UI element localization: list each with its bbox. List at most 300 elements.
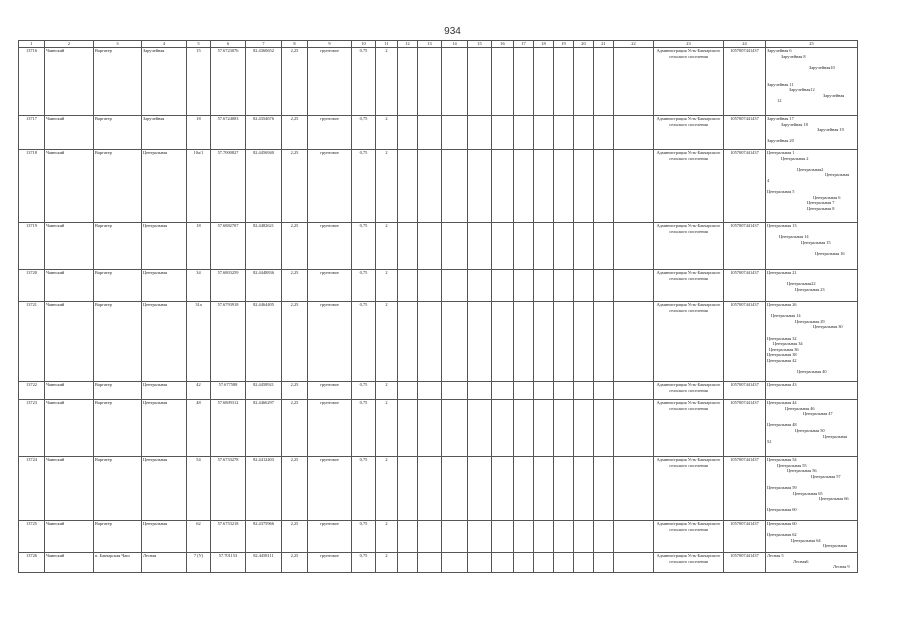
column-number-header: 9 <box>308 41 352 48</box>
cell-empty <box>574 553 594 573</box>
cell-empty <box>614 150 654 223</box>
cell-empty <box>614 553 654 573</box>
cell-lon: 82.4466297 <box>246 400 282 457</box>
cell-house: 18 <box>187 223 211 270</box>
cell-empty <box>614 457 654 521</box>
cell-empty <box>554 223 574 270</box>
served-address-line: Заручейная 6 <box>767 48 792 53</box>
column-number-header: 2 <box>45 41 94 48</box>
cell-volume: 0,75 <box>352 400 376 457</box>
served-address-line: Центральная 56 <box>787 468 817 474</box>
table-row <box>19 48 858 116</box>
cell-served-addresses <box>766 382 858 400</box>
served-address-line: Центральная <box>825 172 850 178</box>
served-address-line: Центральная 14 <box>779 234 809 240</box>
cell-empty <box>492 400 514 457</box>
column-number-header: 13 <box>418 41 442 48</box>
cell-empty <box>514 270 534 302</box>
cell-empty <box>574 150 594 223</box>
cell-house: 62 <box>187 521 211 553</box>
cell-area: 2,25 <box>282 302 308 382</box>
served-address-line: Центральная 2 <box>781 155 809 161</box>
cell-empty <box>468 400 492 457</box>
cell-empty <box>442 223 468 270</box>
served-address-line: Центральная 65 <box>793 490 823 496</box>
cell-lon: 82.4354676 <box>246 116 282 150</box>
cell-empty <box>534 400 554 457</box>
cell-empty <box>492 116 514 150</box>
table-row <box>19 270 858 302</box>
cell-house: 7 (У) <box>187 553 211 573</box>
cell-ogrn: 1057007441437 <box>724 270 766 302</box>
table-row <box>19 116 858 150</box>
cell-count: 2 <box>376 150 398 223</box>
cell-district: Чаинский <box>45 553 94 573</box>
cell-empty <box>442 270 468 302</box>
cell-count: 2 <box>376 457 398 521</box>
cell-count: 2 <box>376 270 398 302</box>
cell-empty <box>594 302 614 382</box>
cell-volume: 0,75 <box>352 521 376 553</box>
cell-empty <box>574 521 594 553</box>
served-address-line: Центральная 23 <box>795 286 825 292</box>
cell-empty <box>534 150 554 223</box>
cell-area: 2,25 <box>282 48 308 116</box>
cell-empty <box>418 553 442 573</box>
table-row <box>19 553 858 573</box>
cell-volume: 0,75 <box>352 48 376 116</box>
cell-surface: грунтовое <box>308 382 352 400</box>
served-address-line: 12 <box>777 98 782 104</box>
cell-empty <box>468 48 492 116</box>
cell-lon: 82.4458921 <box>246 382 282 400</box>
cell-settlement: Варгатер <box>94 116 142 150</box>
cell-ogrn: 1057007441437 <box>724 400 766 457</box>
cell-empty <box>614 223 654 270</box>
served-address-line: Центральная 1 <box>767 150 795 155</box>
cell-empty <box>492 150 514 223</box>
served-address-line: Центральная 30 <box>813 324 843 330</box>
cell-empty <box>492 521 514 553</box>
served-address-line: Центральная 36 <box>769 346 799 352</box>
cell-street: Центральная <box>142 223 187 270</box>
column-number-header: 23 <box>654 41 724 48</box>
cell-empty <box>514 150 534 223</box>
cell-served-addresses <box>766 150 858 223</box>
served-address-line: Лесная6 <box>793 558 809 564</box>
cell-empty <box>574 400 594 457</box>
column-number-header: 19 <box>554 41 574 48</box>
cell-empty <box>418 457 442 521</box>
served-address-line: Центральная 34 <box>773 341 803 347</box>
cell-served-addresses <box>766 400 858 457</box>
cell-empty <box>534 116 554 150</box>
column-number-header: 4 <box>142 41 187 48</box>
served-address-line: Центральная 44 <box>767 400 797 405</box>
cell-empty <box>534 270 554 302</box>
column-number-header: 14 <box>442 41 468 48</box>
cell-area: 2,25 <box>282 223 308 270</box>
column-number-header: 20 <box>574 41 594 48</box>
column-number-header: 12 <box>398 41 418 48</box>
served-address-line: Центральная 38 <box>767 352 797 358</box>
cell-empty <box>418 223 442 270</box>
cell-street: Заручейная <box>142 116 187 150</box>
cell-empty <box>492 48 514 116</box>
served-address-line: Заручейная 11 <box>767 81 794 87</box>
cell-lon: 82.4360652 <box>246 48 282 116</box>
cell-served-addresses <box>766 48 858 116</box>
cell-id: 13717 <box>19 116 45 150</box>
cell-empty <box>468 270 492 302</box>
cell-area: 2,25 <box>282 457 308 521</box>
served-address-line: Центральная <box>823 543 848 549</box>
served-address-line: Центральная 43 <box>767 382 797 387</box>
cell-empty <box>468 223 492 270</box>
cell-org: Администрация Усть-Бакчарского сельского поселения <box>654 223 724 270</box>
cell-district: Чаинский <box>45 223 94 270</box>
cell-served-addresses <box>766 302 858 382</box>
cell-lon: 82.4456940 <box>246 150 282 223</box>
cell-empty <box>554 457 574 521</box>
served-address-line: Заручейная 8 <box>781 53 806 59</box>
cell-surface: грунтовое <box>308 521 352 553</box>
cell-empty <box>594 150 614 223</box>
cell-id: 13716 <box>19 48 45 116</box>
cell-ogrn: 1057007441437 <box>724 302 766 382</box>
cell-empty <box>574 457 594 521</box>
served-address-line: Центральная 64 <box>791 537 821 543</box>
table-row <box>19 521 858 553</box>
cell-lon: 82.4375966 <box>246 521 282 553</box>
served-address-line: Центральная 46 <box>785 405 815 411</box>
cell-served-addresses <box>766 116 858 150</box>
cell-empty <box>468 116 492 150</box>
cell-street: Центральная <box>142 382 187 400</box>
cell-empty <box>594 400 614 457</box>
cell-empty <box>418 48 442 116</box>
table-row <box>19 457 858 521</box>
served-address-line: Центральная 50 <box>795 427 825 433</box>
served-address-line: Заручейная <box>823 92 845 98</box>
cell-served-addresses <box>766 457 858 521</box>
cell-empty <box>534 382 554 400</box>
served-address-line: Центральная 32 <box>767 335 797 341</box>
cell-count: 2 <box>376 223 398 270</box>
served-address-line: Заручейная 17 <box>767 116 794 121</box>
served-address-line: Центральная 26 <box>767 302 797 307</box>
cell-lat: 57.6723076 <box>211 48 246 116</box>
cell-empty <box>534 521 554 553</box>
cell-empty <box>398 223 418 270</box>
cell-count: 2 <box>376 302 398 382</box>
cell-empty <box>514 116 534 150</box>
cell-ogrn: 1057007441437 <box>724 457 766 521</box>
cell-house: 48 <box>187 400 211 457</box>
cell-surface: грунтовое <box>308 48 352 116</box>
cell-area: 2,25 <box>282 116 308 150</box>
cell-empty <box>574 270 594 302</box>
cell-empty <box>614 521 654 553</box>
served-address-line: Лесная 9 <box>833 564 850 570</box>
cell-empty <box>614 382 654 400</box>
cell-lat: 57.6793918 <box>211 302 246 382</box>
cell-empty <box>468 457 492 521</box>
cell-empty <box>514 553 534 573</box>
cell-house: 54 <box>187 457 211 521</box>
column-number-header: 10 <box>352 41 376 48</box>
served-address-line: Центральная 62 <box>767 532 797 538</box>
served-address-line: 4 <box>767 177 770 183</box>
cell-street: Лесная <box>142 553 187 573</box>
register-table <box>18 40 858 573</box>
cell-empty <box>554 382 574 400</box>
cell-ogrn: 1057007441437 <box>724 382 766 400</box>
cell-empty <box>418 400 442 457</box>
served-address-line: Центральная2 <box>797 166 824 172</box>
cell-empty <box>594 270 614 302</box>
cell-volume: 0,75 <box>352 457 376 521</box>
cell-empty <box>594 457 614 521</box>
cell-empty <box>442 116 468 150</box>
cell-street: Центральная <box>142 521 187 553</box>
cell-empty <box>614 400 654 457</box>
cell-district: Чаинский <box>45 521 94 553</box>
cell-house: 18 <box>187 116 211 150</box>
cell-empty <box>554 521 574 553</box>
cell-ogrn: 1057007441437 <box>724 553 766 573</box>
cell-lat: 57.701153 <box>211 553 246 573</box>
cell-empty <box>468 521 492 553</box>
cell-district: Чаинский <box>45 48 94 116</box>
cell-volume: 0,75 <box>352 382 376 400</box>
cell-empty <box>492 553 514 573</box>
cell-ogrn: 1057007441437 <box>724 116 766 150</box>
column-number-header: 18 <box>534 41 554 48</box>
served-address-line: Лесная 5 <box>767 553 784 558</box>
cell-empty <box>554 48 574 116</box>
served-address-line: Заручейная 19 <box>817 127 844 133</box>
cell-house: 31а <box>187 302 211 382</box>
cell-surface: грунтовое <box>308 116 352 150</box>
cell-lon: 82.4482621 <box>246 223 282 270</box>
cell-surface: грунтовое <box>308 302 352 382</box>
cell-surface: грунтовое <box>308 400 352 457</box>
served-address-line: Центральная 14 <box>771 313 801 319</box>
cell-empty <box>614 116 654 150</box>
cell-settlement: Варгатер <box>94 521 142 553</box>
served-address-line: Центральная 60 <box>767 507 797 513</box>
cell-empty <box>614 302 654 382</box>
cell-district: Чаинский <box>45 382 94 400</box>
cell-empty <box>468 150 492 223</box>
cell-count: 2 <box>376 521 398 553</box>
cell-id: 13718 <box>19 150 45 223</box>
cell-house: 42 <box>187 382 211 400</box>
cell-settlement: Варгатер <box>94 223 142 270</box>
cell-settlement: Варгатер <box>94 48 142 116</box>
cell-org: Администрация Усть-Бакчарского сельского поселения <box>654 116 724 150</box>
served-address-line: Центральная 66 <box>819 496 849 502</box>
served-address-line: Центральная 29 <box>795 318 825 324</box>
column-number-header: 11 <box>376 41 398 48</box>
cell-lat: 57.7000827 <box>211 150 246 223</box>
cell-district: Чаинский <box>45 400 94 457</box>
served-address-line: Заручейная 20 <box>767 138 794 144</box>
cell-empty <box>492 270 514 302</box>
column-number-header: 25 <box>766 41 858 48</box>
cell-district: Чаинский <box>45 270 94 302</box>
cell-lat: 57.6733278 <box>211 457 246 521</box>
cell-empty <box>418 521 442 553</box>
column-number-header: 3 <box>94 41 142 48</box>
cell-empty <box>442 521 468 553</box>
cell-street: Центральная <box>142 270 187 302</box>
column-number-header: 1 <box>19 41 45 48</box>
cell-empty <box>398 270 418 302</box>
cell-settlement: Варгатер <box>94 150 142 223</box>
cell-settlement: п. Бакчарская Чаш <box>94 553 142 573</box>
cell-district: Чаинский <box>45 302 94 382</box>
cell-empty <box>398 116 418 150</box>
column-number-header: 5 <box>187 41 211 48</box>
cell-empty <box>398 553 418 573</box>
served-address-line: Заручейная 18 <box>781 121 808 127</box>
cell-id: 13726 <box>19 553 45 573</box>
cell-lon: 82.4448836 <box>246 270 282 302</box>
column-number-header: 21 <box>594 41 614 48</box>
cell-volume: 0,75 <box>352 223 376 270</box>
cell-lat: 57.6724003 <box>211 116 246 150</box>
cell-street: Центральная <box>142 457 187 521</box>
column-number-header: 7 <box>246 41 282 48</box>
cell-area: 2,25 <box>282 382 308 400</box>
cell-settlement: Варгатер <box>94 302 142 382</box>
cell-empty <box>398 521 418 553</box>
cell-street: Центральная <box>142 150 187 223</box>
cell-empty <box>418 270 442 302</box>
cell-empty <box>534 48 554 116</box>
served-address-line: Центральная 55 <box>777 462 807 468</box>
column-number-header: 16 <box>492 41 514 48</box>
cell-empty <box>554 553 574 573</box>
cell-empty <box>614 48 654 116</box>
cell-id: 13723 <box>19 400 45 457</box>
served-address-line: Центральная 13 <box>767 223 797 228</box>
cell-org: Администрация Усть-Бакчарского сельского поселения <box>654 150 724 223</box>
cell-empty <box>554 302 574 382</box>
cell-org: Администрация Усть-Бакчарского сельского поселения <box>654 457 724 521</box>
cell-empty <box>554 116 574 150</box>
cell-empty <box>514 223 534 270</box>
cell-settlement: Варгатер <box>94 270 142 302</box>
cell-lat: 57.6809312 <box>211 400 246 457</box>
cell-served-addresses <box>766 270 858 302</box>
cell-empty <box>574 223 594 270</box>
column-number-header: 8 <box>282 41 308 48</box>
cell-org: Администрация Усть-Бакчарского сельского поселения <box>654 48 724 116</box>
table-row <box>19 400 858 457</box>
cell-empty <box>398 400 418 457</box>
cell-empty <box>554 400 574 457</box>
cell-lat: 57.677588 <box>211 382 246 400</box>
served-address-line: Центральная 60 <box>767 521 797 526</box>
cell-empty <box>574 116 594 150</box>
served-address-line: Центральная 40 <box>797 369 827 375</box>
cell-empty <box>554 270 574 302</box>
cell-empty <box>442 553 468 573</box>
cell-empty <box>398 382 418 400</box>
cell-empty <box>442 382 468 400</box>
cell-lon: 82.4412403 <box>246 457 282 521</box>
served-address-line: Центральная 8 <box>807 205 835 211</box>
cell-id: 13725 <box>19 521 45 553</box>
cell-empty <box>554 150 574 223</box>
served-address-line: Центральная 15 <box>801 239 831 245</box>
cell-count: 2 <box>376 553 398 573</box>
cell-area: 2,25 <box>282 150 308 223</box>
cell-empty <box>514 302 534 382</box>
cell-id: 13724 <box>19 457 45 521</box>
cell-empty <box>442 400 468 457</box>
cell-id: 13720 <box>19 270 45 302</box>
cell-org: Администрация Усть-Бакчарского сельского поселения <box>654 382 724 400</box>
cell-district: Чаинский <box>45 116 94 150</box>
cell-street: Заручейная <box>142 48 187 116</box>
cell-empty <box>398 150 418 223</box>
cell-ogrn: 1057007441437 <box>724 48 766 116</box>
cell-empty <box>534 553 554 573</box>
cell-district: Чаинский <box>45 150 94 223</box>
cell-org: Администрация Усть-Бакчарского сельского поселения <box>654 553 724 573</box>
cell-lat: 57.6803259 <box>211 270 246 302</box>
cell-empty <box>418 302 442 382</box>
register-rows <box>19 48 858 573</box>
cell-empty <box>574 302 594 382</box>
table-row <box>19 223 858 270</box>
cell-count: 2 <box>376 48 398 116</box>
cell-served-addresses <box>766 553 858 573</box>
cell-empty <box>442 302 468 382</box>
cell-empty <box>418 382 442 400</box>
cell-empty <box>468 382 492 400</box>
served-address-line: Центральная 59 <box>767 484 797 490</box>
column-number-row <box>19 41 858 48</box>
cell-settlement: Варгатер <box>94 400 142 457</box>
served-address-line: 52 <box>767 439 772 445</box>
cell-empty <box>418 116 442 150</box>
served-address-line: Центральная 54 <box>767 457 797 462</box>
cell-id: 13722 <box>19 382 45 400</box>
served-address-line: Центральная 42 <box>767 357 797 363</box>
cell-empty <box>594 223 614 270</box>
cell-surface: грунтовое <box>308 553 352 573</box>
served-address-line: Центральная 48 <box>767 422 797 428</box>
served-address-line: Центральная 5 <box>767 189 795 195</box>
cell-empty <box>514 48 534 116</box>
cell-empty <box>492 223 514 270</box>
cell-street: Центральная <box>142 400 187 457</box>
table-row <box>19 150 858 223</box>
cell-lat: 57.6882707 <box>211 223 246 270</box>
cell-empty <box>594 553 614 573</box>
cell-area: 2,25 <box>282 400 308 457</box>
cell-house: 10а/1 <box>187 150 211 223</box>
cell-org: Администрация Усть-Бакчарского сельского поселения <box>654 302 724 382</box>
column-number-header: 22 <box>614 41 654 48</box>
cell-empty <box>594 382 614 400</box>
cell-lon: 82.4458111 <box>246 553 282 573</box>
